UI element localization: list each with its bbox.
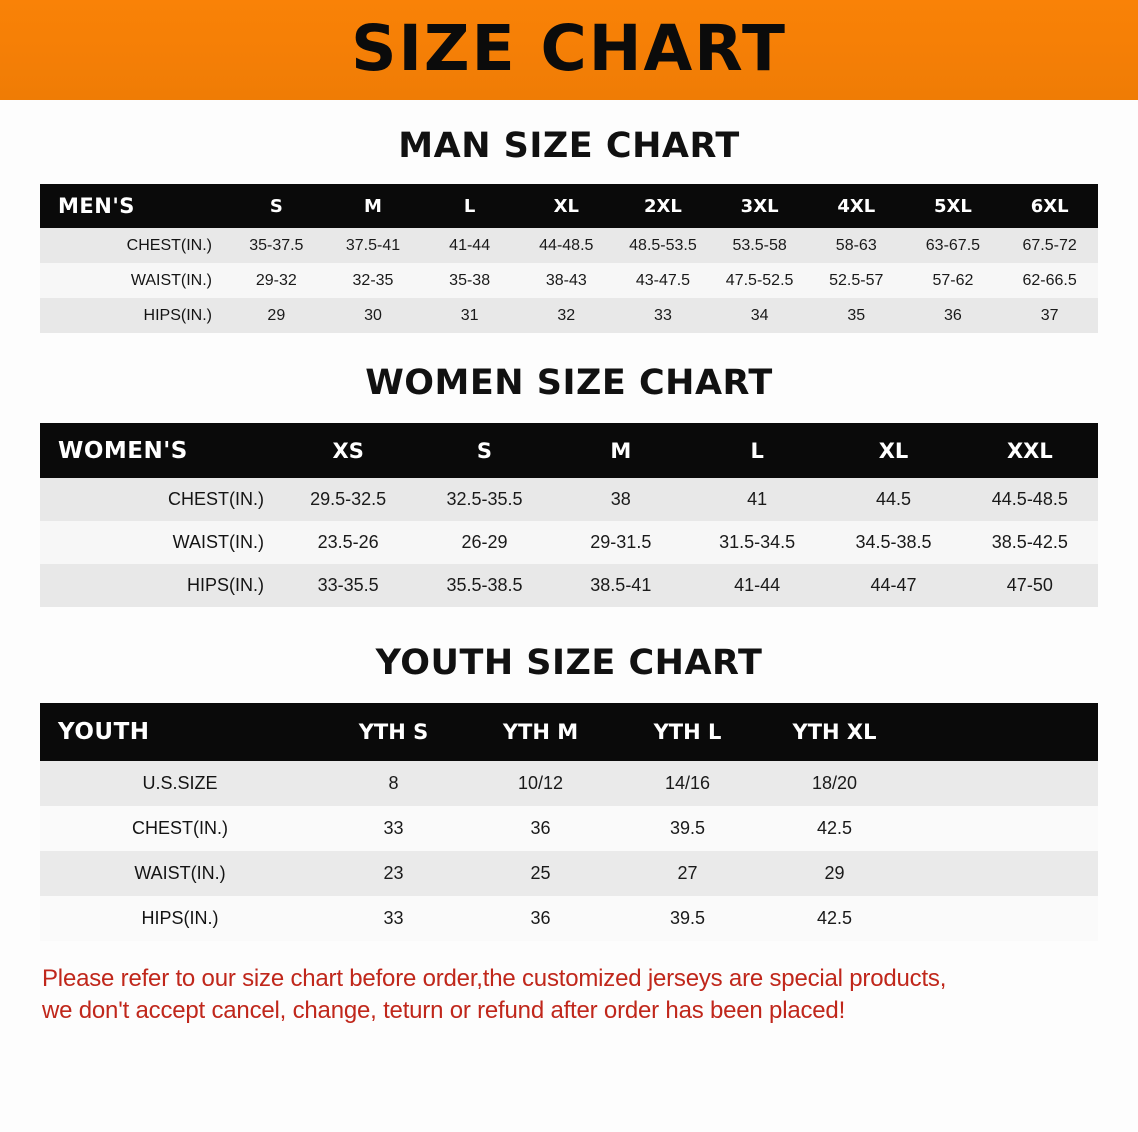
table-cell-spacer <box>908 851 1098 896</box>
table-cell: 41-44 <box>734 575 781 595</box>
table-cell: 41 <box>747 489 768 509</box>
row-label: HIPS(IN.) <box>143 306 212 324</box>
table-cell: 25 <box>530 863 551 883</box>
table-header-cell: S <box>269 195 283 217</box>
women-section-heading: WOMEN SIZE CHART <box>365 363 773 403</box>
table-cell-spacer <box>908 806 1098 851</box>
table-header-cell: 2XL <box>644 195 682 217</box>
table-cell: 62-66.5 <box>1022 271 1077 289</box>
table-cell-spacer <box>908 761 1098 806</box>
row-label: CHEST(IN.) <box>168 489 264 509</box>
table-row <box>40 228 1098 263</box>
disclaimer-line-1: Please refer to our size chart before order,the customized jerseys are special products, <box>42 965 947 992</box>
table-header-cell: WOMEN'S <box>58 437 188 464</box>
table-header-cell: XL <box>553 195 579 217</box>
table-cell: 37 <box>1040 306 1059 324</box>
table-row <box>40 851 1098 896</box>
table-header-cell: M <box>364 195 382 217</box>
youth-size-table <box>40 703 1098 941</box>
table-cell: 67.5-72 <box>1022 236 1077 254</box>
table-cell: 33 <box>383 908 404 928</box>
table-cell: 38.5-42.5 <box>991 532 1068 552</box>
youth-table-wrap <box>0 703 1138 941</box>
table-header-cell: 4XL <box>837 195 876 217</box>
table-cell: 44-47 <box>870 575 917 595</box>
table-cell: 33 <box>383 818 404 838</box>
man-table-wrap <box>0 184 1138 333</box>
table-cell: 18/20 <box>811 773 858 793</box>
table-header-cell: YTH M <box>502 720 579 744</box>
row-label: WAIST(IN.) <box>130 271 212 289</box>
table-header-cell: MEN'S <box>58 194 135 218</box>
row-label: HIPS(IN.) <box>141 908 219 928</box>
table-cell: 34.5-38.5 <box>855 532 932 552</box>
table-row <box>40 298 1098 333</box>
table-cell: 14/16 <box>664 773 711 793</box>
table-row <box>40 806 1098 851</box>
table-cell: 23.5-26 <box>317 532 379 552</box>
table-cell: 23 <box>383 863 404 883</box>
table-cell: 27 <box>677 863 698 883</box>
table-cell: 44.5 <box>875 489 911 509</box>
table-cell: 52.5-57 <box>829 271 884 289</box>
table-cell: 36 <box>944 306 962 324</box>
disclaimer-note <box>42 963 1096 1028</box>
table-cell: 44.5-48.5 <box>991 489 1068 509</box>
table-cell: 57-62 <box>932 271 974 289</box>
page-title: SIZE CHART <box>351 11 787 85</box>
table-cell: 30 <box>364 306 382 324</box>
table-header-cell: S <box>476 438 493 463</box>
table-cell: 39.5 <box>669 818 706 838</box>
table-cell: 31 <box>460 306 479 324</box>
table-header-row <box>40 703 1098 761</box>
table-cell: 29 <box>267 306 286 324</box>
table-header-spacer <box>908 703 1098 761</box>
women-size-table <box>40 423 1098 607</box>
table-header-cell: YTH L <box>653 720 722 744</box>
table-cell: 58-63 <box>835 236 877 254</box>
table-cell: 29-31.5 <box>590 532 652 552</box>
women-table-wrap <box>0 423 1138 607</box>
table-cell: 48.5-53.5 <box>629 236 697 254</box>
row-label: WAIST(IN.) <box>134 863 226 883</box>
women-table-body <box>40 478 1098 607</box>
table-cell: 44-48.5 <box>539 236 594 254</box>
women-table-header <box>40 423 1098 478</box>
table-cell: 35-38 <box>449 271 491 289</box>
table-row <box>40 761 1098 806</box>
man-size-table <box>40 184 1098 333</box>
table-header-cell: M <box>610 438 632 463</box>
table-cell: 35-37.5 <box>249 236 304 254</box>
man-section-heading: MAN SIZE CHART <box>398 126 740 166</box>
table-cell: 32.5-35.5 <box>446 489 523 509</box>
table-cell: 33-35.5 <box>317 575 379 595</box>
table-cell: 38-43 <box>545 271 587 289</box>
man-table-header <box>40 184 1098 228</box>
table-cell: 63-67.5 <box>925 236 981 254</box>
table-cell: 47.5-52.5 <box>725 271 794 289</box>
table-header-row <box>40 184 1098 228</box>
table-cell: 37.5-41 <box>345 236 401 254</box>
table-cell: 29 <box>824 863 845 883</box>
man-table-body <box>40 228 1098 333</box>
table-header-cell: YOUTH <box>58 719 150 745</box>
table-header-cell: YTH XL <box>792 720 877 744</box>
table-cell: 29.5-32.5 <box>310 489 387 509</box>
row-label: CHEST(IN.) <box>132 818 228 838</box>
row-label: WAIST(IN.) <box>172 532 264 552</box>
table-header-cell: 6XL <box>1030 195 1069 217</box>
table-cell: 39.5 <box>669 908 706 928</box>
table-header-cell: YTH S <box>358 720 429 744</box>
table-cell: 41-44 <box>449 236 491 254</box>
table-header-cell: XS <box>332 438 364 463</box>
table-row <box>40 521 1098 564</box>
table-cell: 35 <box>847 306 866 324</box>
table-cell: 33 <box>654 306 672 324</box>
table-row <box>40 564 1098 607</box>
table-row <box>40 896 1098 941</box>
table-cell: 31.5-34.5 <box>719 532 796 552</box>
table-cell: 36 <box>530 908 551 928</box>
table-cell: 10/12 <box>517 773 564 793</box>
table-cell: 47-50 <box>1006 575 1053 595</box>
row-label: HIPS(IN.) <box>186 575 264 595</box>
table-cell: 43-47.5 <box>635 271 691 289</box>
youth-table-body <box>40 761 1098 941</box>
table-header-cell: 3XL <box>740 195 779 217</box>
table-header-row <box>40 423 1098 478</box>
table-header-cell: L <box>750 438 764 463</box>
table-row <box>40 263 1098 298</box>
table-cell: 32-35 <box>352 271 394 289</box>
table-header-cell: XL <box>878 438 909 463</box>
youth-section-heading: YOUTH SIZE CHART <box>375 643 763 683</box>
table-cell: 42.5 <box>816 908 853 928</box>
table-cell: 38 <box>610 489 631 509</box>
table-header-cell: XXL <box>1006 438 1053 463</box>
table-header-cell: L <box>463 195 476 217</box>
table-cell: 53.5-58 <box>732 236 787 254</box>
row-label: U.S.SIZE <box>142 773 218 793</box>
banner <box>0 0 1138 100</box>
disclaimer-line-2: we don't accept cancel, change, teturn or refund after order has been placed! <box>42 997 846 1025</box>
table-cell: 8 <box>388 773 399 793</box>
row-label: CHEST(IN.) <box>126 236 212 254</box>
table-cell: 32 <box>557 306 576 324</box>
table-row <box>40 478 1098 521</box>
table-cell: 36 <box>530 818 551 838</box>
table-cell: 29-32 <box>255 271 297 289</box>
youth-table-header <box>40 703 1098 761</box>
table-cell: 26-29 <box>461 532 508 552</box>
table-cell: 34 <box>750 306 769 324</box>
table-cell: 38.5-41 <box>590 575 652 595</box>
table-cell: 35.5-38.5 <box>446 575 523 595</box>
table-header-cell: 5XL <box>933 195 972 217</box>
table-cell: 42.5 <box>816 818 853 838</box>
table-cell-spacer <box>908 896 1098 941</box>
